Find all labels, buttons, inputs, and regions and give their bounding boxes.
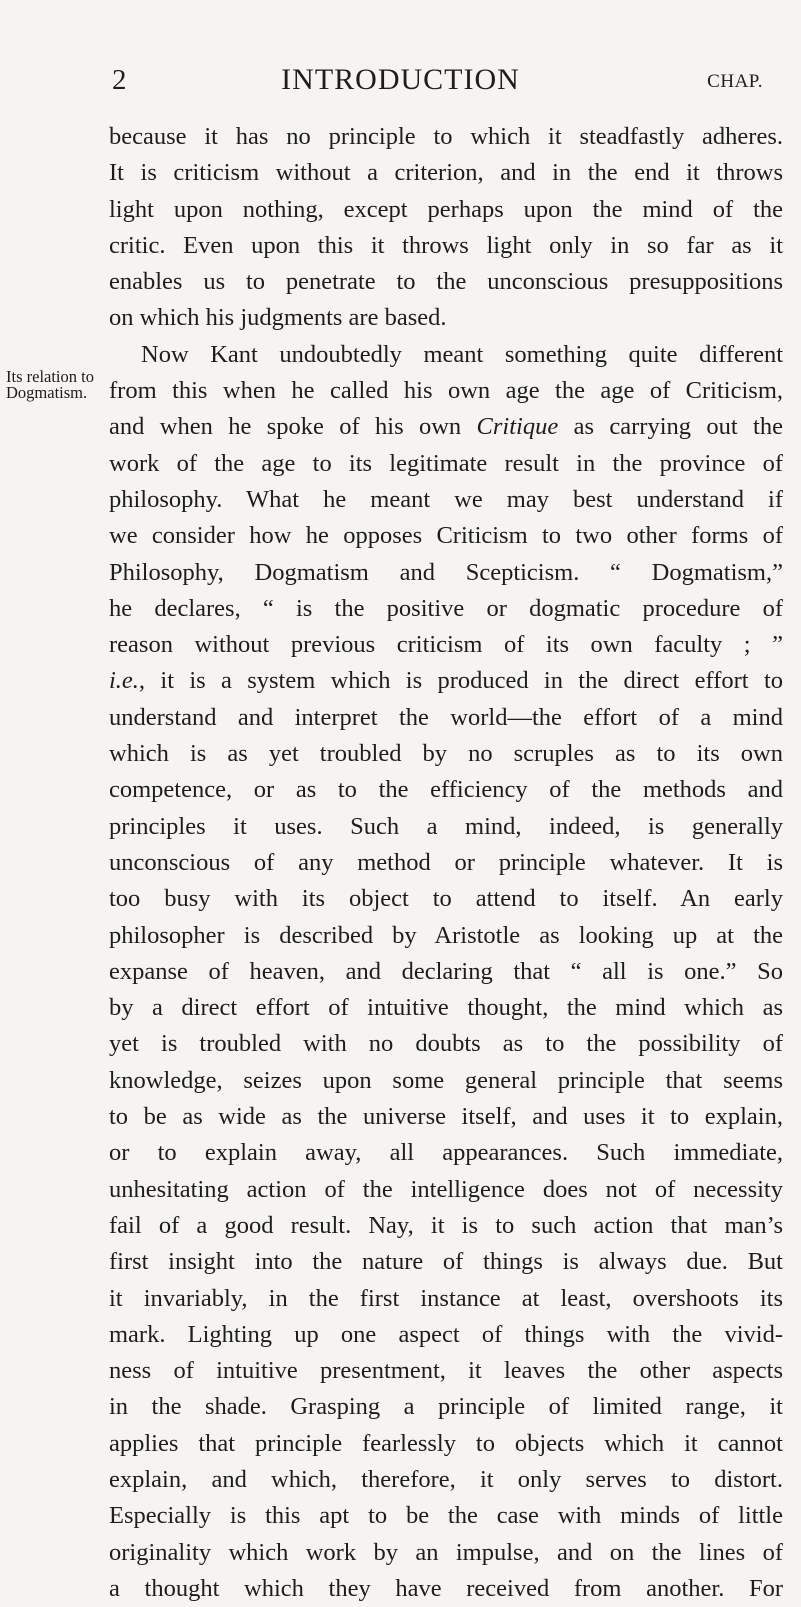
text-line: in the shade. Grasping a principle of limited range, it — [109, 1393, 783, 1421]
text-line: unconscious of any method or principle whatever. It is — [109, 848, 783, 876]
text-line: too busy with its object to attend to itself. An early — [109, 885, 783, 913]
text-line: on which his judgments are based. — [109, 304, 447, 332]
text-line: originality which work by an impulse, and on the lines of — [109, 1538, 783, 1566]
text-line: Now Kant undoubtedly meant something quite different — [141, 340, 783, 368]
text-line: knowledge, seizes upon some general principle that seems — [109, 1066, 783, 1094]
text-line — [109, 409, 783, 445]
text-line: critic. Even upon this it throws light only in so far as it — [109, 231, 783, 259]
text-line: expanse of heaven, and declaring that “ all is one.” So — [109, 957, 783, 985]
text-line: we consider how he opposes Criticism to two other forms of — [109, 522, 783, 550]
marginal-note-line: Dogmatism. — [6, 383, 88, 402]
text-line: he declares, “ is the positive or dogmatic procedure of — [109, 594, 783, 622]
text-line: mark. Lighting up one aspect of things with the vivid- — [109, 1320, 783, 1348]
text-line: because it has no principle to which it steadfastly adheres. — [109, 123, 783, 150]
marginal-note-line: Its relation to — [6, 367, 94, 386]
text-segment: and when he spoke of his own — [109, 413, 462, 441]
book-title-italic: Critique — [476, 413, 559, 441]
chapter-abbreviation: CHAP. — [707, 71, 763, 92]
text-line: applies that principle fearlessly to objects which it cannot — [109, 1429, 783, 1457]
text-line: yet is troubled with no doubts as to the possibility of — [109, 1030, 783, 1058]
text-line: It is criticism without a criterion, and in the end it throws — [109, 159, 783, 187]
marginal-note — [6, 369, 106, 401]
text-line: principles it uses. Such a mind, indeed, is generally — [109, 812, 783, 840]
text-line: Especially is this apt to be the case with minds of little — [109, 1502, 783, 1530]
body-text — [109, 119, 783, 1607]
text-line: explain, and which, therefore, it only serves to distort. — [109, 1465, 783, 1493]
text-line: a thought which they have received from another. For — [109, 1574, 783, 1602]
page-header — [0, 60, 801, 100]
text-line: philosophy. What he meant we may best understand if — [109, 485, 783, 513]
text-line: ness of intuitive presentment, it leaves the other aspects — [109, 1357, 783, 1385]
text-line: competence, or as to the efficiency of the methods and — [109, 776, 783, 804]
text-line: understand and interpret the world—the effort of a mind — [109, 703, 783, 731]
text-line: work of the age to its legitimate result in the province of — [109, 449, 783, 477]
text-line: philosopher is described by Aristotle as looking up at the — [109, 921, 783, 949]
page-number: 2 — [112, 64, 127, 96]
running-title: INTRODUCTION — [281, 63, 520, 96]
text-line: Philosophy, Dogmatism and Scepticism. “ Dogmatism,” — [109, 558, 783, 586]
text-line: by a direct effort of intuitive thought, the mind which as — [109, 994, 783, 1022]
text-line: from this when he called his own age the age of Criticism, — [109, 377, 783, 405]
text-segment: it is a system which is produced in the direct effort to — [160, 667, 783, 695]
text-segment: as carrying out the — [573, 413, 783, 441]
text-line: first insight into the nature of things is always due. But — [109, 1248, 783, 1276]
text-line: fail of a good result. Nay, it is to such action that man’s — [109, 1211, 783, 1239]
text-line: to be as wide as the universe itself, and uses it to explain, — [109, 1103, 783, 1131]
text-line — [109, 663, 783, 699]
text-line: enables us to penetrate to the unconscious presuppositions — [109, 268, 783, 296]
text-line: reason without previous criticism of its own faculty ; ” — [109, 631, 783, 659]
text-line: it invariably, in the first instance at least, overshoots its — [109, 1284, 783, 1312]
text-line: unhesitating action of the intelligence does not of necessity — [109, 1175, 783, 1203]
text-line: or to explain away, all appearances. Such immediate, — [109, 1139, 783, 1167]
abbreviation-italic: i.e., — [109, 667, 146, 695]
text-line: light upon nothing, except perhaps upon the mind of the — [109, 195, 783, 223]
text-line: which is as yet troubled by no scruples as to its own — [109, 740, 783, 768]
